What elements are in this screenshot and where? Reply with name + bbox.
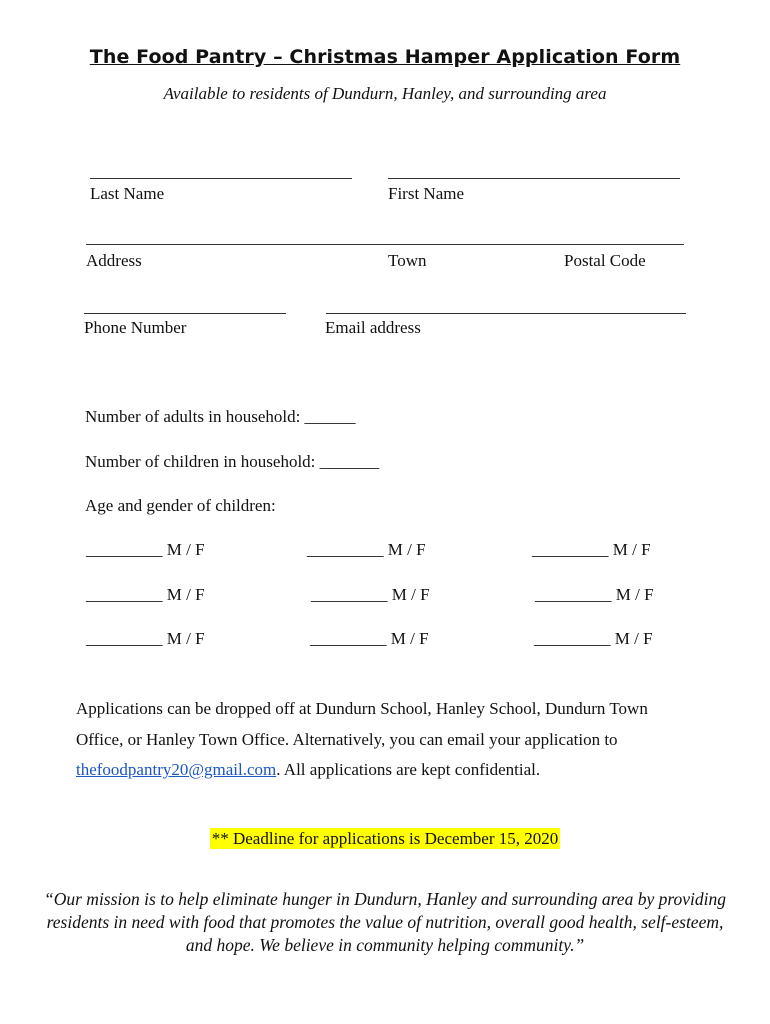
first-name-line[interactable] <box>388 178 680 179</box>
ages-label: Age and gender of children: <box>85 496 276 515</box>
last-name-line[interactable] <box>90 178 352 179</box>
dropoff-text: Applications can be dropped off at Dundurn School, Hanley School, Dundurn Town Office, or Hanley Town Office. Alternatively, you can email your application to <box>76 699 648 749</box>
mission-statement: “Our mission is to help eliminate hunger in Dundurn, Hanley and surrounding area by providing residents in need with food that promotes the value of nutrition, overall good health, self-esteem, and hope. We believe in community helping community.” <box>44 889 726 955</box>
adults-count-field[interactable]: Number of adults in household: ______ <box>85 407 356 426</box>
child-entry-field[interactable]: _________ M / F <box>310 629 429 648</box>
first-name-label: First Name <box>388 184 465 203</box>
address-line[interactable] <box>86 244 684 245</box>
phone-line[interactable] <box>84 313 286 314</box>
child-entry-field[interactable]: _________ M / F <box>307 540 426 559</box>
page-subtitle: Available to residents of Dundurn, Hanley, and surrounding area <box>163 84 607 103</box>
email-label: Email address <box>325 318 421 337</box>
child-entry-field[interactable]: _________ M / F <box>86 540 205 559</box>
last-name-label: Last Name <box>90 184 165 203</box>
child-entry-field[interactable]: _________ M / F <box>86 585 205 604</box>
dropoff-paragraph <box>76 694 696 786</box>
child-entry-field[interactable]: _________ M / F <box>86 629 205 648</box>
page-title: The Food Pantry – Christmas Hamper Application Form <box>89 46 681 68</box>
deadline-highlight: ** Deadline for applications is December 15, 2020 <box>211 829 559 848</box>
deadline-notice <box>0 829 770 849</box>
phone-label: Phone Number <box>84 318 187 337</box>
address-label: Address <box>86 251 142 270</box>
children-count-field[interactable]: Number of children in household: _______ <box>85 452 380 471</box>
postal-code-label: Postal Code <box>564 251 646 270</box>
child-entry-field[interactable]: _________ M / F <box>311 585 430 604</box>
child-entry-field[interactable]: _________ M / F <box>534 629 653 648</box>
email-link[interactable]: thefoodpantry20@gmail.com <box>76 760 277 779</box>
child-entry-field[interactable]: _________ M / F <box>532 540 651 559</box>
dropoff-text-end: . All applications are kept confidential. <box>276 760 541 779</box>
email-line[interactable] <box>326 313 686 314</box>
child-entry-field[interactable]: _________ M / F <box>535 585 654 604</box>
town-label: Town <box>388 251 427 270</box>
